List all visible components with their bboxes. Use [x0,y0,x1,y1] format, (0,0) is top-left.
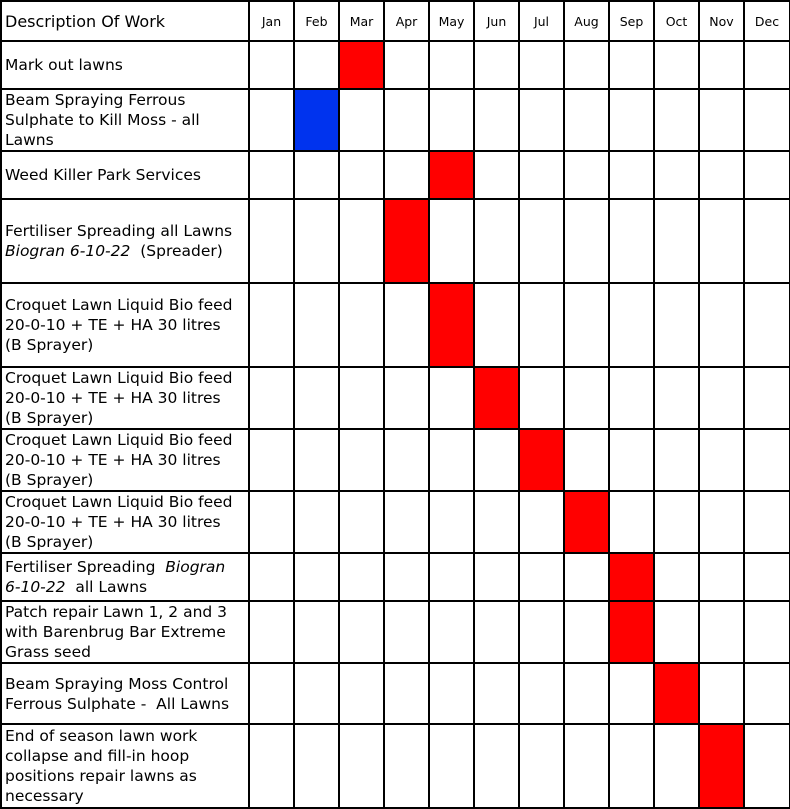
month-cell-sep [609,491,654,553]
description-text: with Barenbrug Bar Extreme [5,623,226,641]
month-cell-jun [474,199,519,283]
month-cell-mar [339,601,384,663]
month-cell-sep [609,724,654,808]
description-text: Patch repair Lawn 1, 2 and 3 [5,603,228,621]
month-cell-oct [654,89,699,151]
description-line [5,786,246,806]
month-cell-feb [294,663,339,724]
description-text: collapse and fill-in hoop [5,747,190,765]
month-cell-nov [699,553,744,601]
description-line [5,450,246,470]
work-description [1,724,249,808]
description-text: 20-0-10 + TE + HA 30 litres [5,389,221,407]
description-text: (B Sprayer) [5,471,94,489]
month-cell-apr [384,41,429,89]
description-text: (B Sprayer) [5,409,94,427]
description-text: 20-0-10 + TE + HA 30 litres [5,513,221,531]
scheduled-month-cell-feb [294,89,339,151]
description-text: Croquet Lawn Liquid Bio feed [5,493,233,511]
description-line [5,430,246,450]
month-cell-mar [339,429,384,491]
table-row [1,367,790,429]
month-cell-feb [294,553,339,601]
month-cell-jan [249,601,294,663]
description-text: 20-0-10 + TE + HA 30 litres [5,316,221,334]
description-line [5,315,246,335]
scheduled-month-cell-apr [384,199,429,283]
month-cell-jul [519,41,564,89]
product-name-text: Biogran [165,558,226,576]
month-cell-sep [609,41,654,89]
month-cell-jun [474,553,519,601]
table-row [1,553,790,601]
month-header-dec: Dec [744,1,790,41]
month-cell-jun [474,491,519,553]
description-line [5,557,246,577]
description-text: Ferrous Sulphate - All Lawns [5,694,230,713]
month-cell-dec [744,601,790,663]
month-cell-mar [339,553,384,601]
month-cell-jun [474,601,519,663]
month-cell-dec [744,367,790,429]
month-header-sep: Sep [609,1,654,41]
month-cell-apr [384,663,429,724]
month-cell-may [429,601,474,663]
scheduled-month-cell-oct [654,663,699,724]
description-line [5,694,246,714]
schedule-body [1,41,790,808]
month-cell-sep [609,151,654,199]
description-text: Beam Spraying Moss Control [5,674,229,693]
month-cell-jul [519,601,564,663]
month-cell-may [429,724,474,808]
month-header-apr: Apr [384,1,429,41]
month-cell-dec [744,724,790,808]
month-cell-mar [339,283,384,367]
scheduled-month-cell-may [429,283,474,367]
month-cell-aug [564,429,609,491]
work-description [1,283,249,367]
month-cell-jun [474,429,519,491]
description-text: Croquet Lawn Liquid Bio feed [5,431,233,449]
month-cell-may [429,89,474,151]
description-line [5,746,246,766]
month-cell-jan [249,41,294,89]
work-description [1,151,249,199]
description-line [5,602,246,622]
month-cell-feb [294,491,339,553]
month-header-oct: Oct [654,1,699,41]
description-text: Beam Spraying Ferrous [5,91,186,109]
month-cell-oct [654,283,699,367]
description-text: Croquet Lawn Liquid Bio feed [5,369,233,387]
month-cell-dec [744,491,790,553]
description-text: Grass seed [5,643,91,661]
month-cell-dec [744,151,790,199]
scheduled-month-cell-mar [339,41,384,89]
month-cell-jan [249,553,294,601]
month-cell-jan [249,151,294,199]
description-text: all Lawns [65,578,148,596]
month-cell-nov [699,491,744,553]
month-cell-nov [699,429,744,491]
month-cell-jun [474,151,519,199]
month-cell-oct [654,367,699,429]
work-description [1,41,249,89]
work-description [1,491,249,553]
month-cell-jul [519,663,564,724]
month-cell-jul [519,89,564,151]
month-cell-mar [339,367,384,429]
month-cell-dec [744,663,790,724]
month-cell-aug [564,283,609,367]
description-text: (Spreader) [130,242,223,260]
month-cell-feb [294,367,339,429]
description-line [5,55,246,75]
month-cell-aug [564,663,609,724]
month-cell-sep [609,283,654,367]
work-description [1,89,249,151]
month-cell-aug [564,151,609,199]
month-cell-may [429,367,474,429]
month-cell-jan [249,429,294,491]
month-cell-oct [654,41,699,89]
description-header: Description Of Work [1,1,249,41]
month-cell-sep [609,367,654,429]
scheduled-month-cell-nov [699,724,744,808]
work-description [1,429,249,491]
month-cell-apr [384,601,429,663]
description-line [5,368,246,388]
description-text: 20-0-10 + TE + HA 30 litres [5,451,221,469]
description-line [5,295,246,315]
month-cell-oct [654,491,699,553]
description-text: Lawns [5,131,54,149]
description-line [5,130,246,150]
description-line [5,221,246,241]
month-cell-feb [294,601,339,663]
table-row [1,601,790,663]
month-cell-jul [519,199,564,283]
month-cell-jan [249,367,294,429]
month-cell-apr [384,553,429,601]
month-header-nov: Nov [699,1,744,41]
table-row [1,41,790,89]
scheduled-month-cell-aug [564,491,609,553]
month-cell-feb [294,151,339,199]
description-line [5,532,246,552]
month-header-feb: Feb [294,1,339,41]
month-cell-mar [339,89,384,151]
month-cell-may [429,199,474,283]
scheduled-month-cell-jul [519,429,564,491]
month-cell-dec [744,429,790,491]
description-line [5,674,246,694]
scheduled-month-cell-may [429,151,474,199]
month-cell-may [429,41,474,89]
scheduled-month-cell-sep [609,553,654,601]
work-description [1,367,249,429]
description-text: Mark out lawns [5,56,123,74]
table-row [1,491,790,553]
table-row [1,151,790,199]
month-cell-apr [384,724,429,808]
table-row [1,199,790,283]
header-row [1,1,790,41]
month-cell-nov [699,601,744,663]
month-cell-apr [384,429,429,491]
work-description [1,663,249,724]
description-line [5,388,246,408]
description-text: Fertiliser Spreading [5,558,166,576]
description-text: End of season lawn work [5,727,198,745]
month-cell-aug [564,41,609,89]
description-line [5,512,246,532]
month-cell-aug [564,199,609,283]
month-cell-jun [474,41,519,89]
description-text: (B Sprayer) [5,336,94,354]
month-cell-mar [339,491,384,553]
description-text: positions repair lawns as [5,767,197,785]
month-cell-oct [654,151,699,199]
month-cell-jun [474,283,519,367]
month-cell-dec [744,41,790,89]
month-cell-nov [699,283,744,367]
description-line [5,577,246,597]
month-cell-jul [519,491,564,553]
month-cell-jun [474,89,519,151]
month-cell-nov [699,199,744,283]
description-line [5,766,246,786]
scheduled-month-cell-jun [474,367,519,429]
month-header-mar: Mar [339,1,384,41]
month-header-jul: Jul [519,1,564,41]
table-row [1,429,790,491]
month-cell-jul [519,283,564,367]
month-cell-apr [384,491,429,553]
month-cell-feb [294,429,339,491]
month-cell-jul [519,367,564,429]
month-cell-aug [564,367,609,429]
description-line [5,622,246,642]
description-text: Weed Killer Park Services [5,166,201,184]
month-cell-aug [564,724,609,808]
product-name-text: 6-10-22 [5,578,66,596]
description-text: Croquet Lawn Liquid Bio feed [5,296,233,314]
work-description [1,199,249,283]
description-line [5,335,246,355]
month-cell-may [429,429,474,491]
month-cell-feb [294,724,339,808]
month-cell-jul [519,724,564,808]
month-cell-dec [744,553,790,601]
month-cell-jan [249,89,294,151]
description-text: necessary [5,787,84,805]
month-cell-oct [654,429,699,491]
work-description [1,601,249,663]
month-cell-oct [654,601,699,663]
month-cell-feb [294,283,339,367]
month-cell-sep [609,89,654,151]
month-cell-nov [699,89,744,151]
month-cell-oct [654,724,699,808]
month-cell-jan [249,663,294,724]
month-cell-apr [384,89,429,151]
month-cell-oct [654,199,699,283]
month-cell-apr [384,283,429,367]
table-row [1,724,790,808]
product-name-text: Biogran 6-10-22 [5,242,131,260]
month-cell-dec [744,283,790,367]
month-cell-apr [384,151,429,199]
description-text: Sulphate to Kill Moss - all [5,111,200,129]
description-text: Fertiliser Spreading all Lawns [5,222,233,240]
month-cell-sep [609,663,654,724]
month-cell-apr [384,367,429,429]
month-cell-aug [564,553,609,601]
month-cell-may [429,553,474,601]
month-cell-mar [339,199,384,283]
table-row [1,663,790,724]
description-line [5,726,246,746]
month-cell-jan [249,491,294,553]
month-header-jun: Jun [474,1,519,41]
month-cell-feb [294,199,339,283]
description-line [5,642,246,662]
month-header-jan: Jan [249,1,294,41]
month-cell-sep [609,199,654,283]
month-cell-jan [249,283,294,367]
description-line [5,165,246,185]
month-cell-jul [519,151,564,199]
month-cell-mar [339,724,384,808]
month-cell-jan [249,724,294,808]
description-line [5,110,246,130]
month-header-aug: Aug [564,1,609,41]
month-cell-feb [294,41,339,89]
month-cell-nov [699,41,744,89]
month-cell-oct [654,553,699,601]
month-header-may: May [429,1,474,41]
month-cell-mar [339,663,384,724]
month-cell-mar [339,151,384,199]
table-row [1,89,790,151]
month-cell-aug [564,601,609,663]
month-cell-aug [564,89,609,151]
month-cell-jun [474,663,519,724]
month-cell-jun [474,724,519,808]
description-line [5,470,246,490]
month-cell-dec [744,199,790,283]
description-line [5,408,246,428]
month-cell-may [429,491,474,553]
work-description [1,553,249,601]
month-cell-may [429,663,474,724]
month-cell-dec [744,89,790,151]
month-cell-nov [699,151,744,199]
description-line [5,241,246,261]
month-cell-sep [609,429,654,491]
month-cell-jul [519,553,564,601]
table-row [1,283,790,367]
scheduled-month-cell-sep [609,601,654,663]
description-line [5,90,246,110]
month-cell-jan [249,199,294,283]
month-cell-nov [699,367,744,429]
month-cell-nov [699,663,744,724]
description-line [5,492,246,512]
description-text: (B Sprayer) [5,533,94,551]
